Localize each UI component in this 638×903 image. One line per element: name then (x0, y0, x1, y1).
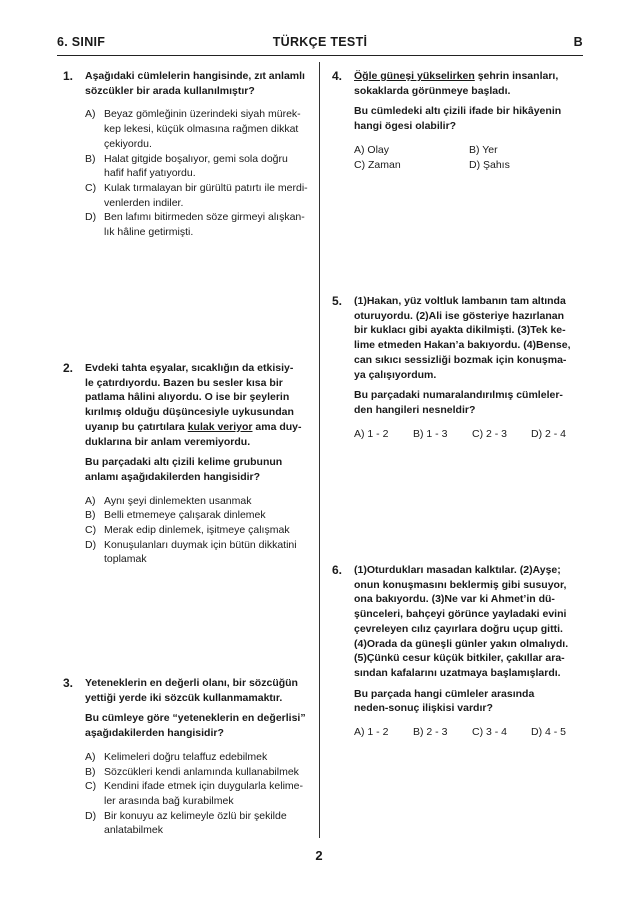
text-line (354, 69, 592, 84)
option-line: kep lekesi, küçük olmasına rağmen dikkat (104, 123, 299, 136)
page-number: 2 (315, 848, 323, 863)
option-d[interactable]: D) 2 - 4 (531, 427, 567, 440)
stem-line: Bu parçada hangi cümleler arasında (354, 687, 535, 700)
text-line: oturuyordu. (2)Ali ise gösteriye hazırlanan (354, 309, 565, 322)
option-b[interactable] (85, 152, 313, 181)
question-3-options (85, 750, 315, 838)
option-line: Kendini ifade etmek için duygularla kelime- (104, 780, 304, 793)
option-label: A) (85, 494, 96, 507)
question-1-options (85, 107, 313, 239)
stem-line: Bu parçadaki numaralandırılmış cümleler- (354, 389, 563, 402)
question-number: 5. (332, 294, 343, 308)
option-b[interactable]: B) Yer (469, 143, 498, 156)
question-5-text (332, 294, 594, 382)
option-d[interactable] (85, 210, 313, 239)
option-line: Merak edip dinlemek, işitmeye çalışmak (104, 524, 290, 537)
option-label: C) (85, 181, 97, 194)
page-header (57, 35, 583, 53)
stem-line: neden-sonuç ilişkisi vardır? (354, 702, 493, 715)
text-line: yettiği yerde iki sözcük kullanmamaktır. (85, 691, 283, 704)
question-number: 6. (332, 563, 343, 577)
question-4-options (354, 143, 592, 172)
option-line: çekiyordu. (104, 137, 152, 150)
column-divider (319, 62, 320, 838)
option-line: hafif hafif yatıyordu. (104, 167, 196, 180)
underlined-phrase: Öğle güneşi yükselirken (354, 70, 475, 82)
question-4-text (332, 69, 592, 98)
option-label: B) (85, 765, 96, 778)
question-6 (332, 563, 594, 740)
option-line: anlatabilmek (104, 824, 163, 837)
option-a[interactable] (85, 750, 315, 765)
text-line: Evdeki tahta eşyalar, sıcaklığın da etkisiy- (85, 362, 294, 374)
test-title: TÜRKÇE TESTİ (272, 35, 368, 49)
option-line: venlerden indiler. (104, 196, 184, 209)
text-line: şünceleri, bahçeyi görünce yayladaki evini (354, 608, 567, 621)
option-a[interactable] (85, 494, 313, 509)
option-a[interactable] (85, 107, 313, 151)
option-b[interactable]: B) 1 - 3 (413, 427, 448, 440)
stem-line: Bu cümleye göre “yeteneklerin en değerlisi” (85, 712, 306, 725)
text-line: duklarına bir anlam veremiyordu. (85, 435, 251, 448)
question-5-options (354, 427, 594, 442)
option-line: Sözcükleri kendi anlamında kullanabilmek (104, 765, 299, 778)
question-6-text (332, 563, 594, 681)
stem-line: anlamı aşağıdakilerden hangisidir? (85, 470, 261, 483)
text-line: Aşağıdaki cümlelerin hangisinde, zıt anlamlı (85, 70, 305, 82)
option-line: Ben lafımı bitirmeden söze girmeyi alışkan- (104, 211, 305, 224)
option-b[interactable] (85, 765, 315, 780)
booklet-letter: B (573, 35, 583, 49)
stem-line: hangi ögesi olabilir? (354, 120, 457, 133)
question-3-stem (85, 711, 315, 740)
option-line: Belli etmemeye çalışarak dinlemek (104, 509, 266, 522)
underlined-phrase: kulak veriyor (187, 420, 253, 433)
question-number: 3. (63, 676, 74, 690)
grade-label: 6. SINIF (57, 35, 106, 49)
option-c[interactable]: C) 3 - 4 (472, 726, 508, 739)
option-c[interactable] (85, 181, 313, 210)
option-line: Kulak tırmalayan bir gürültü patırtı ile merdi- (104, 181, 308, 194)
question-4-stem (354, 104, 592, 133)
text-line: patlama hâlini alıyordu. O ise bir şeylerin (85, 391, 290, 404)
text-line: ona bakıyordu. (3)Ne var ki Ahmet’in dü- (354, 593, 555, 606)
option-label: D) (85, 211, 97, 224)
option-d[interactable]: D) Şahıs (469, 158, 510, 171)
text-line: (4)Orada da güneşli günler yakın olmalıydı. (354, 637, 569, 650)
option-line: Konuşulanları duymak için bütün dikkatini (104, 538, 297, 551)
option-label: A) (85, 108, 96, 121)
option-b[interactable] (85, 508, 313, 523)
text-line: sözcükler bir arada kullanılmıştır? (85, 84, 255, 97)
question-5 (332, 294, 594, 441)
option-label: B) (85, 152, 96, 165)
text-line: onun konuşmasını beklermiş gibi susuyor, (354, 578, 567, 591)
option-line: Bir konuyu az kelimeyle özlü bir şekilde (104, 809, 287, 822)
text-part: uyanıp bu çatırtılara (85, 420, 188, 433)
text-line: (1)Hakan, yüz voltluk lambanın tam altında (354, 295, 566, 307)
option-line: ler arasında bağ kurabilmek (104, 794, 234, 807)
text-line: (1)Oturdukları masadan kalktılar. (2)Ayşe; (354, 564, 561, 576)
option-label: D) (85, 809, 97, 822)
option-label: D) (85, 538, 97, 551)
text-line: sokaklarda görünmeye başladı. (354, 84, 511, 97)
text-line: (5)Çünkü cesur küçük bitkiler, çakıllar ara- (354, 652, 565, 665)
stem-line: Bu cümledeki altı çizili ifade bir hikâyenin (354, 105, 562, 118)
option-c[interactable]: C) 2 - 3 (472, 427, 508, 440)
option-a[interactable]: A) 1 - 2 (354, 427, 389, 440)
text-line: bir kuklacı gibi ayakta dikilmişti. (3)Tek ke- (354, 324, 566, 337)
question-5-stem (354, 388, 594, 417)
text-line: le çatırdıyordu. Bazen bu sesler kısa bir (85, 376, 283, 389)
option-label: B) (85, 509, 96, 522)
text-line: lime etmeden Hakan’a bakıyordu. (4)Bense, (354, 339, 571, 352)
option-label: C) (85, 780, 97, 793)
question-number: 2. (63, 361, 74, 375)
question-2 (63, 361, 313, 567)
header-divider (57, 55, 583, 56)
text-line: Yeteneklerin en değerli olanı, bir sözcüğün (85, 677, 298, 689)
question-3-text (63, 676, 315, 705)
text-part: şehrin insanları, (474, 70, 559, 82)
text-line (85, 420, 313, 435)
option-line: lık hâline getirmişti. (104, 226, 194, 239)
option-line: Kelimeleri doğru telaffuz edebilmek (104, 750, 268, 763)
option-d[interactable] (85, 538, 313, 567)
question-2-stem (85, 455, 313, 484)
text-line: ya çalışıyordum. (354, 368, 437, 381)
option-d[interactable] (85, 809, 315, 838)
question-3 (63, 676, 315, 838)
option-a[interactable]: A) 1 - 2 (354, 726, 389, 739)
option-a[interactable]: A) Olay (354, 143, 390, 156)
question-1 (63, 69, 313, 240)
stem-line: aşağıdakilerden hangisidir? (85, 727, 224, 740)
question-4 (332, 69, 592, 172)
question-6-stem (354, 687, 594, 716)
option-b[interactable]: B) 2 - 3 (413, 726, 448, 739)
text-part: ama duy- (252, 420, 302, 433)
option-c[interactable]: C) Zaman (354, 158, 401, 171)
option-c[interactable] (85, 779, 315, 808)
text-line: can sıkıcı sessizliği bozmak için konuşma- (354, 353, 567, 366)
question-number: 4. (332, 69, 343, 83)
option-label: C) (85, 524, 97, 537)
option-line: toplamak (104, 553, 147, 566)
question-2-text (63, 361, 313, 449)
stem-line: Bu parçadaki altı çizili kelime grubunun (85, 456, 283, 469)
question-number: 1. (63, 69, 74, 83)
stem-line: den hangileri nesneldir? (354, 403, 476, 416)
text-line: sından kafalarını uzatmaya başlamışlardı. (354, 666, 561, 679)
option-d[interactable]: D) 4 - 5 (531, 726, 567, 739)
option-line: Aynı şeyi dinlemekten usanmak (104, 494, 252, 507)
text-line: çevreleyen cılız çayırlara doğru uçup gitti. (354, 622, 563, 635)
question-6-options (354, 725, 594, 740)
option-line: Halat gitgide boşalıyor, gemi sola doğru (104, 152, 288, 165)
option-line: Beyaz gömleğinin üzerindeki siyah mürek- (104, 108, 301, 121)
option-label: A) (85, 750, 96, 763)
option-c[interactable] (85, 523, 313, 538)
question-2-options (85, 494, 313, 568)
text-line: kırılmış olduğu düşüncesiyle uykusundan (85, 406, 294, 419)
question-1-text (63, 69, 313, 98)
